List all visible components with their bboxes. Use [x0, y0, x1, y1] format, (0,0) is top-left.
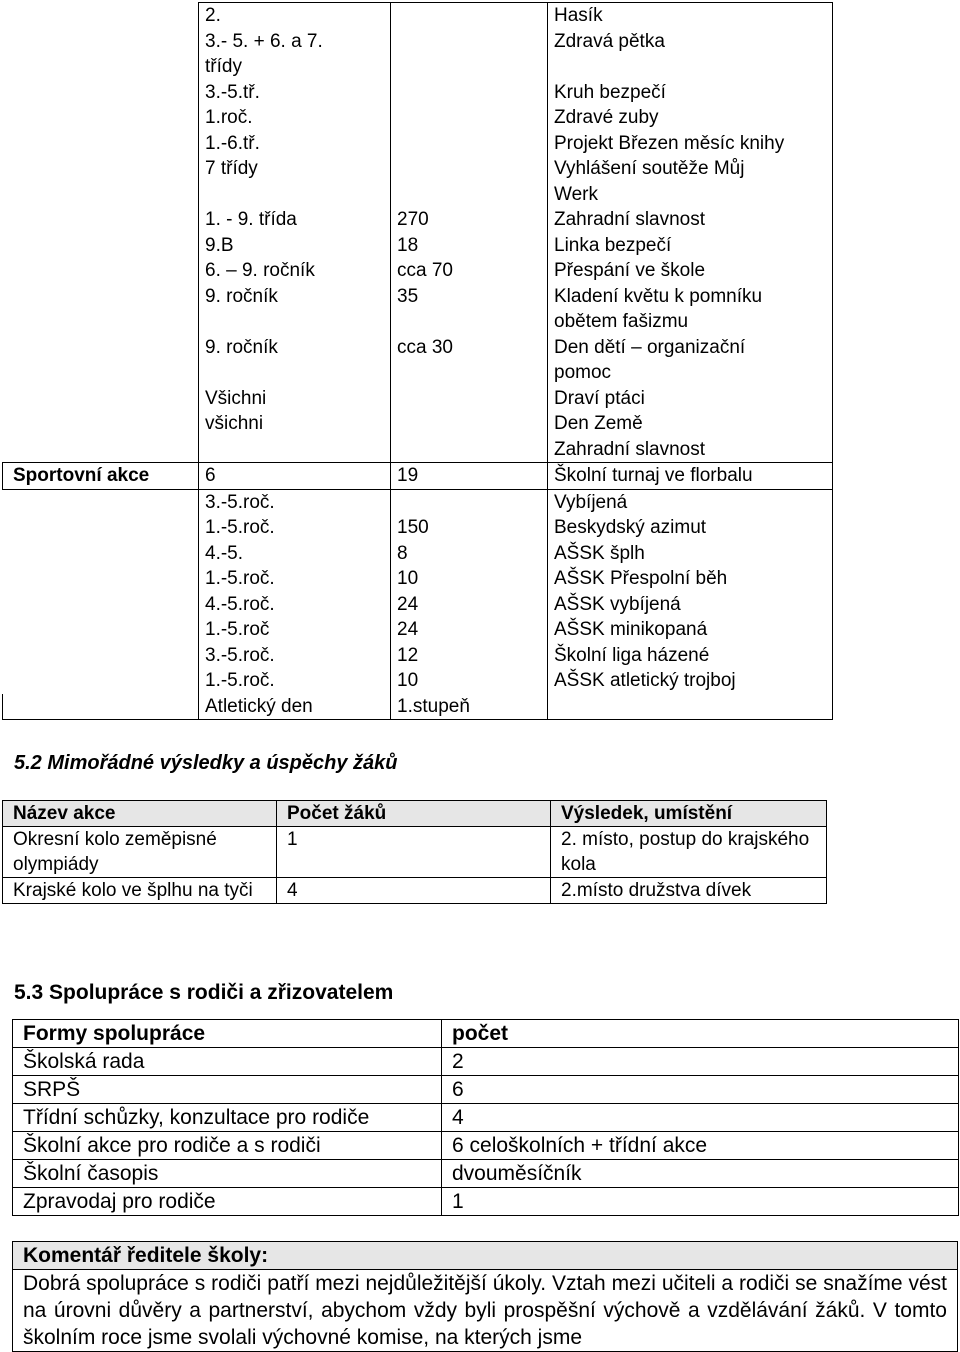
event-name: Krajské kolo ve šplhu na tyči	[3, 878, 277, 904]
count-cell	[391, 566, 548, 592]
cell-line: 3.-5.roč.	[205, 491, 275, 513]
count-cell	[391, 592, 548, 618]
cell-line	[205, 437, 384, 463]
count-cell	[391, 668, 548, 694]
cooperation-form: Školská rada	[13, 1048, 442, 1076]
count-cell	[391, 541, 548, 567]
participants-cell	[199, 207, 391, 233]
cell-line: Všichni	[205, 387, 267, 409]
event-cell	[548, 105, 833, 131]
cell-line: 7 třídy	[205, 158, 258, 179]
section-label	[3, 617, 199, 643]
cell-line: AŠSK Přespolní běh	[554, 568, 728, 589]
cell-line: 270	[397, 209, 429, 230]
event-cell	[548, 131, 833, 157]
cell-line: Zahradní slavnost	[554, 209, 706, 230]
count-cell	[391, 694, 548, 720]
cell-line: Den Země	[554, 413, 643, 434]
table-row	[13, 1104, 959, 1132]
cell-line	[397, 29, 541, 55]
cell-line: AŠSK šplh	[554, 542, 645, 564]
event-cell	[548, 207, 833, 233]
cell-line: 1.-5.roč	[205, 619, 270, 640]
table-row	[3, 233, 833, 259]
table-row	[3, 3, 833, 29]
cell-line: 12	[397, 644, 419, 666]
section-label	[3, 694, 199, 720]
cell-line: Zdravá pětka	[554, 30, 665, 52]
table-row	[3, 643, 833, 669]
cell-line: pomoc	[554, 362, 612, 383]
table-row	[3, 156, 833, 207]
table-row	[13, 1188, 959, 1216]
cell-line	[397, 3, 541, 29]
participants-cell	[199, 463, 391, 490]
count-cell	[391, 80, 548, 106]
cell-line: AŠSK vybíjená	[554, 593, 681, 615]
student-count: 4	[277, 878, 551, 904]
participants-cell	[199, 566, 391, 592]
count-cell	[391, 3, 548, 29]
count-cell	[391, 643, 548, 669]
participants-cell	[199, 515, 391, 541]
section-heading-5-3: 5.3 Spolupráce s rodiči a zřizovatelem	[14, 981, 394, 1004]
cell-line: Beskydský azimut	[554, 517, 707, 538]
cell-line: 35	[397, 285, 419, 307]
cell-line: všichni	[205, 413, 264, 434]
count-cell	[391, 463, 548, 490]
count-cell	[391, 284, 548, 335]
cell-line: cca 70	[397, 260, 453, 281]
table-row	[3, 258, 833, 284]
section-label	[3, 668, 199, 694]
table-row	[3, 80, 833, 106]
cell-line: 19	[397, 465, 419, 486]
achievements-header-row	[3, 801, 827, 827]
cell-line: 1.-6.tř.	[205, 132, 260, 154]
count-cell	[391, 258, 548, 284]
participants-cell	[199, 694, 391, 720]
cell-line: Den dětí – organizační	[554, 336, 746, 358]
cooperation-form: Třídní schůzky, konzultace pro rodiče	[13, 1104, 442, 1132]
event-cell	[548, 258, 833, 284]
cell-line	[205, 182, 384, 208]
table-row	[13, 1048, 959, 1076]
participants-cell	[199, 592, 391, 618]
cell-line: 3.-5.tř.	[205, 81, 260, 103]
cell-line	[397, 490, 541, 516]
cell-line: 9.B	[205, 234, 234, 256]
cooperation-count: dvouměsíčník	[442, 1160, 959, 1188]
event-cell	[548, 541, 833, 567]
count-cell	[391, 156, 548, 207]
cell-line: 8	[397, 542, 408, 564]
table-row	[13, 1076, 959, 1104]
participants-cell	[199, 105, 391, 131]
result: 2. místo, postup do krajského kola	[551, 827, 827, 878]
count-cell	[391, 515, 548, 541]
table-row	[3, 29, 833, 80]
cell-line: AŠSK minikopaná	[554, 619, 708, 640]
cell-line: 150	[397, 517, 429, 538]
event-cell	[548, 29, 833, 80]
cell-line: 24	[397, 593, 419, 615]
cell-line	[554, 54, 826, 80]
cell-line: 10	[397, 670, 419, 691]
table-row	[3, 541, 833, 567]
cell-line: 10	[397, 568, 419, 589]
count-cell	[391, 105, 548, 131]
cell-line: Linka bezpečí	[554, 234, 672, 256]
cooperation-table	[12, 1019, 959, 1216]
participants-cell	[199, 335, 391, 386]
section-label	[3, 80, 199, 106]
table-row	[3, 463, 833, 490]
cell-line: obětem fašizmu	[554, 311, 689, 332]
table-row	[3, 668, 833, 694]
event-name: Okresní kolo zeměpisné olympiády	[3, 827, 277, 878]
section-label	[3, 3, 199, 29]
cooperation-form: Školní časopis	[13, 1160, 442, 1188]
count-cell	[391, 131, 548, 157]
cooperation-count: 6	[442, 1076, 959, 1104]
cell-line: Školní turnaj ve florbalu	[554, 465, 753, 486]
section-label	[3, 386, 199, 463]
cell-line: 6	[205, 465, 216, 486]
cell-line	[397, 131, 541, 157]
cell-line: 1.stupeň	[397, 695, 470, 717]
achievements-table	[2, 800, 827, 904]
section-label	[3, 284, 199, 335]
table-row	[3, 207, 833, 233]
table-row	[3, 489, 833, 515]
section-label	[3, 258, 199, 284]
table-row	[3, 284, 833, 335]
event-cell	[548, 668, 833, 694]
participants-cell	[199, 156, 391, 207]
section-label	[3, 335, 199, 386]
section-label	[3, 29, 199, 80]
director-comment-box	[12, 1241, 958, 1352]
cell-line: 3.- 5. + 6. a 7.	[205, 30, 323, 52]
cell-line	[397, 80, 541, 106]
cell-line: 2.	[205, 5, 221, 26]
table-row	[3, 617, 833, 643]
cell-line: 1.-5.roč.	[205, 670, 275, 691]
count-cell	[391, 489, 548, 515]
event-cell	[548, 643, 833, 669]
table-row	[3, 105, 833, 131]
event-cell	[548, 617, 833, 643]
event-cell	[548, 284, 833, 335]
participants-cell	[199, 3, 391, 29]
table-row	[3, 878, 827, 904]
cell-line: Zdravé zuby	[554, 107, 659, 128]
section-heading-5-2: 5.2 Mimořádné výsledky a úspěchy žáků	[14, 752, 398, 774]
event-cell	[548, 515, 833, 541]
cell-line: Draví ptáci	[554, 387, 645, 409]
cooperation-count: 2	[442, 1048, 959, 1076]
participants-cell	[199, 284, 391, 335]
section-label	[3, 131, 199, 157]
cell-line	[397, 105, 541, 131]
cell-line: Vyhlášení soutěže Můj	[554, 158, 745, 179]
cell-line: Zahradní slavnost	[554, 438, 706, 460]
cell-line: 3.-5.roč.	[205, 644, 275, 666]
event-cell	[548, 694, 833, 720]
cell-line: Kruh bezpečí	[554, 81, 666, 103]
cell-line: 1.-5.roč.	[205, 568, 275, 589]
cell-line: 6. – 9. ročník	[205, 260, 315, 281]
header-cooperation-form: Formy spolupráce	[13, 1020, 442, 1048]
table-row	[3, 335, 833, 386]
table-row	[3, 592, 833, 618]
cell-line: 1.roč.	[205, 107, 253, 128]
participants-cell	[199, 233, 391, 259]
participants-cell	[199, 29, 391, 80]
participants-cell	[199, 489, 391, 515]
section-label	[3, 105, 199, 131]
participants-cell	[199, 386, 391, 463]
header-count: počet	[442, 1020, 959, 1048]
header-result: Výsledek, umístění	[551, 801, 827, 827]
cell-line: 1.-5.roč.	[205, 517, 275, 538]
section-label	[3, 156, 199, 207]
cell-line: třídy	[205, 56, 242, 77]
cell-line: 18	[397, 234, 419, 256]
count-cell	[391, 335, 548, 386]
student-count: 1	[277, 827, 551, 878]
table-row	[3, 566, 833, 592]
cooperation-count: 6 celoškolních + třídní akce	[442, 1132, 959, 1160]
event-cell	[548, 80, 833, 106]
cooperation-form: SRPŠ	[13, 1076, 442, 1104]
section-label	[3, 515, 199, 541]
table-row	[3, 386, 833, 463]
cooperation-count: 4	[442, 1104, 959, 1132]
event-cell	[548, 156, 833, 207]
section-label	[3, 207, 199, 233]
count-cell	[391, 386, 548, 463]
section-label	[3, 643, 199, 669]
events-table	[2, 2, 833, 720]
cooperation-form: Zpravodaj pro rodiče	[13, 1188, 442, 1216]
event-cell	[548, 489, 833, 515]
table-row	[3, 131, 833, 157]
cell-line	[397, 156, 541, 182]
cell-line: Projekt Březen měsíc knihy	[554, 132, 785, 154]
participants-cell	[199, 668, 391, 694]
cell-line: 24	[397, 619, 419, 640]
participants-cell	[199, 541, 391, 567]
count-cell	[391, 29, 548, 80]
event-cell	[548, 233, 833, 259]
cell-line	[554, 694, 826, 720]
cell-line: Přespání ve škole	[554, 260, 706, 281]
cooperation-header-row	[13, 1020, 959, 1048]
header-event-name: Název akce	[3, 801, 277, 827]
cooperation-form: Školní akce pro rodiče a s rodiči	[13, 1132, 442, 1160]
participants-cell	[199, 80, 391, 106]
section-label	[3, 233, 199, 259]
table-row	[3, 694, 833, 720]
comment-title: Komentář ředitele školy:	[13, 1242, 958, 1270]
event-cell	[548, 386, 833, 463]
count-cell	[391, 617, 548, 643]
cell-line: 4.-5.	[205, 542, 244, 564]
event-cell	[548, 3, 833, 29]
cell-line: cca 30	[397, 336, 453, 358]
cell-line: 1. - 9. třída	[205, 209, 297, 230]
participants-cell	[199, 131, 391, 157]
participants-cell	[199, 617, 391, 643]
count-cell	[391, 207, 548, 233]
result: 2.místo družstva dívek	[551, 878, 827, 904]
section-label	[3, 592, 199, 618]
section-label	[3, 489, 199, 515]
table-row	[3, 515, 833, 541]
comment-text: Dobrá spolupráce s rodiči patří mezi nejdůležitější úkoly. Vztah mezi učiteli a rodiči se snažíme vést na úrovni důvěry a partnerství, abychom vždy byli prospěšní výchově a vzdělávání žáků. V tomto školním roce jsme svolali výchovné komise, na kterých jsme	[13, 1270, 958, 1352]
header-student-count: Počet žáků	[277, 801, 551, 827]
cell-line: 9. ročník	[205, 336, 278, 358]
table-row	[13, 1160, 959, 1188]
cell-line: Vybíjená	[554, 491, 628, 513]
cell-line: Hasík	[554, 5, 603, 26]
event-cell	[548, 463, 833, 490]
cell-line	[397, 386, 541, 412]
section-label	[3, 541, 199, 567]
participants-cell	[199, 643, 391, 669]
cell-line: Atletický den	[205, 695, 313, 717]
cooperation-count: 1	[442, 1188, 959, 1216]
event-cell	[548, 566, 833, 592]
cell-line: Školní liga házené	[554, 644, 710, 666]
cell-line: Kladení květu k pomníku	[554, 285, 763, 307]
cell-line: 9. ročník	[205, 285, 278, 307]
table-row	[3, 827, 827, 878]
participants-cell	[199, 258, 391, 284]
section-label	[3, 566, 199, 592]
table-row	[13, 1132, 959, 1160]
count-cell	[391, 233, 548, 259]
cell-line: Werk	[554, 183, 598, 205]
cell-line: 4.-5.roč.	[205, 593, 275, 615]
section-label: Sportovní akce	[3, 463, 199, 490]
event-cell	[548, 335, 833, 386]
cell-line: AŠSK atletický trojboj	[554, 670, 736, 691]
event-cell	[548, 592, 833, 618]
